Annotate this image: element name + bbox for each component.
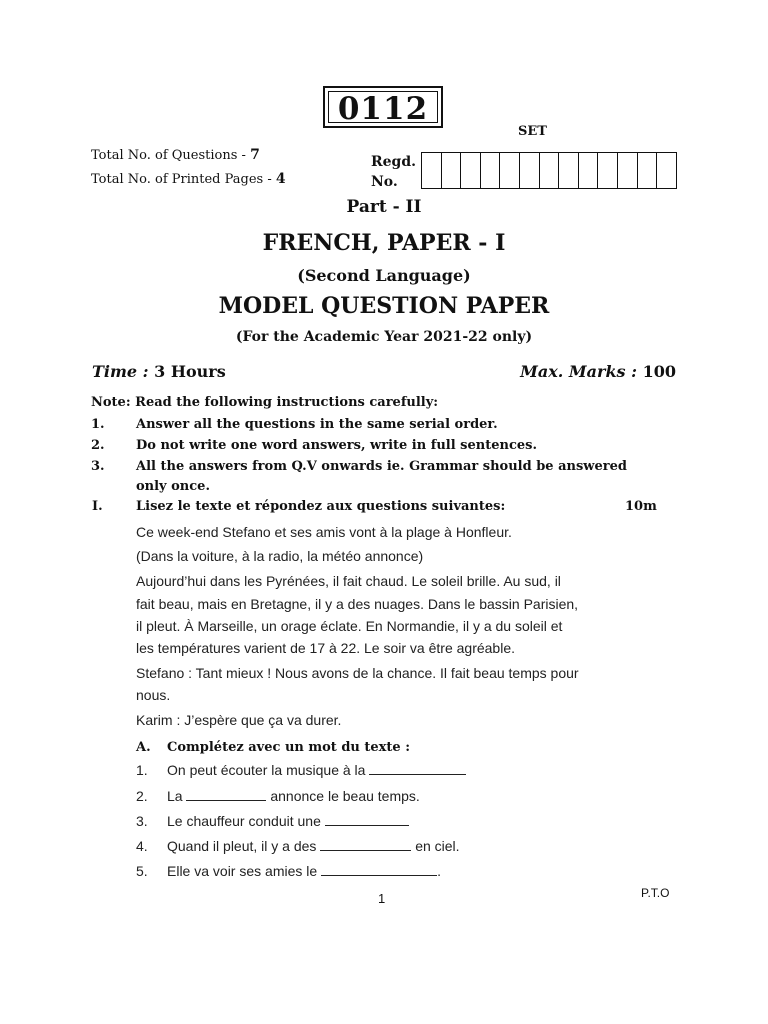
subsection-title: Complétez avec un mot du texte : xyxy=(167,740,411,755)
regd-label xyxy=(371,152,416,192)
passage-line: les températures varient de 17 à 22. Le soir va être agréable. xyxy=(136,640,515,656)
question-number: 2. xyxy=(136,788,148,804)
regd-digit-box[interactable] xyxy=(442,153,462,188)
instruction-number: 3. xyxy=(91,459,105,474)
regd-digit-box[interactable] xyxy=(657,153,676,188)
question-text: Quand il pleut, il y a des xyxy=(167,838,321,854)
regd-number-boxes[interactable] xyxy=(421,152,677,189)
regd-digit-box[interactable] xyxy=(500,153,520,188)
question-text-after: . xyxy=(437,863,441,879)
regd-digit-box[interactable] xyxy=(618,153,638,188)
total-pages-value: 4 xyxy=(275,171,286,187)
question-text: On peut écouter la musique à la xyxy=(167,762,370,778)
question-text: Le chauffeur conduit une xyxy=(167,813,325,829)
language-subtitle: (Second Language) xyxy=(297,266,471,285)
total-pages-label: Total No. of Printed Pages - xyxy=(91,172,276,187)
passage-line: il pleut. À Marseille, un orage éclate. En Normandie, il y a du soleil et xyxy=(136,618,563,634)
regd-digit-box[interactable] xyxy=(559,153,579,188)
regd-digit-box[interactable] xyxy=(579,153,599,188)
regd-label-line1: Regd. xyxy=(371,154,416,170)
question-number: 4. xyxy=(136,838,148,854)
subsection-letter: A. xyxy=(136,740,151,755)
question-text-after: annonce le beau temps. xyxy=(266,788,420,804)
instruction-text: Do not write one word answers, write in full sentences. xyxy=(136,438,537,453)
time-allowed xyxy=(92,362,226,381)
dialogue-karim: Karim : J’espère que ça va durer. xyxy=(136,712,342,728)
model-paper-title: MODEL QUESTION PAPER xyxy=(218,293,550,319)
section-number: I. xyxy=(92,499,103,514)
dialogue-stefano-continued: nous. xyxy=(136,687,171,703)
passage-line: fait beau, mais en Bretagne, il y a des nuages. Dans le bassin Parisien, xyxy=(136,596,579,612)
marks-value: 100 xyxy=(642,362,676,381)
marks-label: Max. Marks : xyxy=(520,362,638,381)
answer-blank[interactable] xyxy=(186,788,266,801)
regd-label-line2: No. xyxy=(371,174,398,190)
question-number: 5. xyxy=(136,863,148,879)
question-number: 3. xyxy=(136,813,148,829)
question-item xyxy=(167,861,441,883)
academic-year: (For the Academic Year 2021-22 only) xyxy=(235,329,533,345)
page-number: 1 xyxy=(378,891,386,906)
answer-blank[interactable] xyxy=(369,762,466,775)
question-text: La xyxy=(167,788,187,804)
dialogue-stefano: Stefano : Tant mieux ! Nous avons de la chance. Il fait beau temps pour xyxy=(136,665,579,681)
section-marks: 10m xyxy=(625,499,657,514)
passage-radio-note: (Dans la voiture, à la radio, la météo annonce) xyxy=(136,548,424,564)
total-pages xyxy=(91,171,286,187)
answer-blank[interactable] xyxy=(325,813,409,826)
question-number: 1. xyxy=(136,762,148,778)
regd-digit-box[interactable] xyxy=(481,153,501,188)
question-item xyxy=(167,786,420,808)
instruction-text-continued: only once. xyxy=(136,479,210,494)
time-label: Time : xyxy=(92,362,149,381)
passage-intro: Ce week-end Stefano et ses amis vont à la plage à Honfleur. xyxy=(136,524,512,540)
max-marks xyxy=(520,362,676,381)
part-title: Part - II xyxy=(346,197,422,217)
question-item xyxy=(167,836,460,858)
passage-line: Aujourd’hui dans les Pyrénées, il fait chaud. Le soleil brille. Au sud, il xyxy=(136,573,561,589)
time-value: 3 Hours xyxy=(154,362,226,381)
regd-digit-box[interactable] xyxy=(598,153,618,188)
regd-digit-box[interactable] xyxy=(422,153,442,188)
subject-title: FRENCH, PAPER - I xyxy=(262,230,506,256)
regd-digit-box[interactable] xyxy=(638,153,658,188)
instruction-number: 1. xyxy=(91,417,105,432)
note-heading: Note: Read the following instructions carefully: xyxy=(91,395,439,410)
instruction-text: Answer all the questions in the same serial order. xyxy=(136,417,498,432)
paper-code-box xyxy=(323,86,443,128)
answer-blank[interactable] xyxy=(320,838,411,851)
regd-digit-box[interactable] xyxy=(520,153,540,188)
please-turn-over: P.T.O xyxy=(641,886,670,900)
total-questions-value: 7 xyxy=(250,147,260,163)
instruction-number: 2. xyxy=(91,438,105,453)
answer-blank[interactable] xyxy=(321,863,437,876)
section-title: Lisez le texte et répondez aux questions suivantes: xyxy=(136,499,506,514)
question-text-after: en ciel. xyxy=(411,838,460,854)
regd-digit-box[interactable] xyxy=(461,153,481,188)
total-questions-label: Total No. of Questions - xyxy=(91,148,251,163)
set-label: SET xyxy=(518,124,547,139)
regd-digit-box[interactable] xyxy=(540,153,560,188)
question-item xyxy=(167,811,409,833)
question-item xyxy=(167,760,466,782)
question-text: Elle va voir ses amies le xyxy=(167,863,322,879)
instruction-text: All the answers from Q.V onwards ie. Grammar should be answered xyxy=(136,459,627,474)
total-questions xyxy=(91,147,260,163)
paper-code: 0112 xyxy=(328,91,438,123)
